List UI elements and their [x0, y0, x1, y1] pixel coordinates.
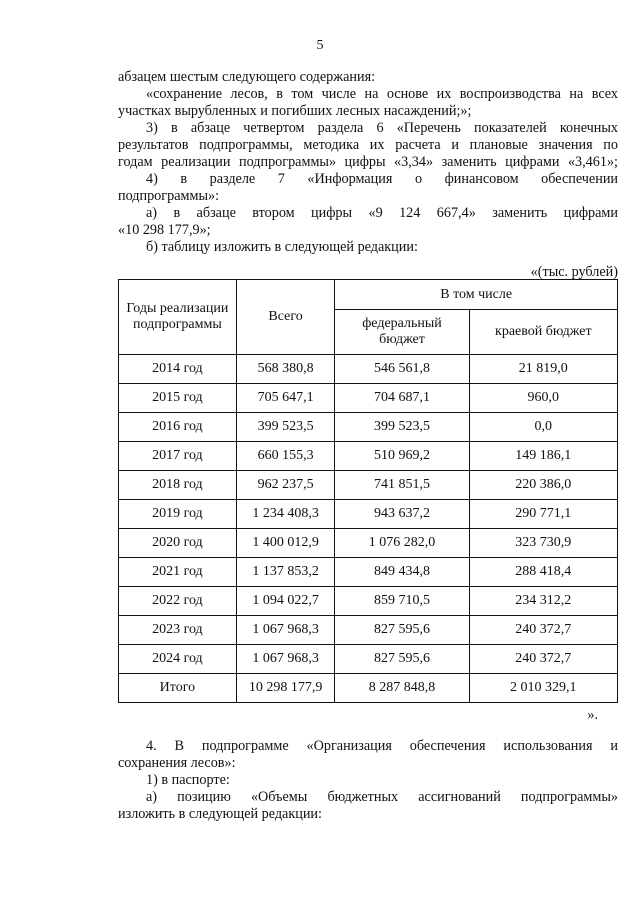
cell-year: 2023 год — [119, 616, 237, 645]
intro-text — [118, 69, 618, 256]
cell-year: Итого — [119, 674, 237, 703]
cell-federal: 859 710,5 — [335, 587, 469, 616]
header-including: В том числе — [335, 280, 618, 310]
cell-year: 2017 год — [119, 442, 237, 471]
table-row — [119, 384, 618, 413]
table-row — [119, 674, 618, 703]
cell-regional: 960,0 — [469, 384, 617, 413]
item4-line: подпрограммы»: — [118, 188, 220, 204]
header-years: Годы реализации подпрограммы — [119, 280, 237, 355]
item3-line: годам реализации подпрограммы» цифры «3,34» заменить цифрами «3,461»; — [118, 154, 618, 170]
cell-year: 2015 год — [119, 384, 237, 413]
table-row — [119, 442, 618, 471]
table-body — [119, 355, 618, 703]
header-total: Всего — [236, 280, 335, 355]
cell-regional: 149 186,1 — [469, 442, 617, 471]
cell-federal: 399 523,5 — [335, 413, 469, 442]
cell-federal: 1 076 282,0 — [335, 529, 469, 558]
cell-total: 399 523,5 — [236, 413, 335, 442]
cell-regional: 323 730,9 — [469, 529, 617, 558]
section4-line: 4. В подпрограмме «Организация обеспечения использования и — [146, 738, 618, 754]
table-row — [119, 413, 618, 442]
cell-federal: 741 851,5 — [335, 471, 469, 500]
cell-total: 660 155,3 — [236, 442, 335, 471]
header-regional: краевой бюджет — [469, 310, 617, 355]
cell-total: 1 094 022,7 — [236, 587, 335, 616]
table-row — [119, 616, 618, 645]
item4a-line: «10 298 177,9»; — [118, 222, 211, 238]
closing-quote: ». — [587, 707, 598, 723]
item3-line: 3) в абзаце четвертом раздела 6 «Перечень показателей конечных — [146, 120, 618, 136]
itema-line: изложить в следующей редакции: — [118, 806, 322, 822]
cell-regional: 234 312,2 — [469, 587, 617, 616]
table-row — [119, 587, 618, 616]
section4-line: сохранения лесов»: — [118, 755, 236, 771]
cell-total: 1 400 012,9 — [236, 529, 335, 558]
cell-federal: 827 595,6 — [335, 616, 469, 645]
cell-year: 2016 год — [119, 413, 237, 442]
header-federal: федеральный бюджет — [335, 310, 469, 355]
cell-federal: 546 561,8 — [335, 355, 469, 384]
item4b-line: б) таблицу изложить в следующей редакции: — [146, 239, 418, 255]
table-row — [119, 471, 618, 500]
cell-federal: 8 287 848,8 — [335, 674, 469, 703]
cell-total: 10 298 177,9 — [236, 674, 335, 703]
cell-regional: 240 372,7 — [469, 616, 617, 645]
cell-federal: 510 969,2 — [335, 442, 469, 471]
table-row — [119, 500, 618, 529]
item4a-line: а) в абзаце втором цифры «9 124 667,4» заменить цифрами — [146, 205, 618, 221]
itema-line: а) позицию «Объемы бюджетных ассигнований подпрограммы» — [146, 789, 618, 805]
item3-line: результатов подпрограммы, методика их расчета и плановые значения по — [118, 137, 618, 153]
page-number: 5 — [316, 38, 324, 53]
cell-total: 705 647,1 — [236, 384, 335, 413]
table-row — [119, 558, 618, 587]
outro-text — [118, 738, 618, 823]
table-row — [119, 355, 618, 384]
intro-line: абзацем шестым следующего содержания: — [118, 69, 376, 85]
cell-year: 2022 год — [119, 587, 237, 616]
cell-year: 2024 год — [119, 645, 237, 674]
cell-year: 2018 год — [119, 471, 237, 500]
cell-federal: 849 434,8 — [335, 558, 469, 587]
budget-table — [118, 279, 618, 703]
cell-total: 1 067 968,3 — [236, 616, 335, 645]
table-row — [119, 645, 618, 674]
cell-total: 1 067 968,3 — [236, 645, 335, 674]
cell-year: 2021 год — [119, 558, 237, 587]
quote-line: участках вырубленных и погибших лесных насаждений;»; — [118, 103, 472, 119]
cell-year: 2020 год — [119, 529, 237, 558]
cell-year: 2014 год — [119, 355, 237, 384]
item1-line: 1) в паспорте: — [146, 772, 230, 788]
cell-regional: 2 010 329,1 — [469, 674, 617, 703]
item4-line: 4) в разделе 7 «Информация о финансовом обеспечении — [146, 171, 618, 187]
cell-total: 1 234 408,3 — [236, 500, 335, 529]
cell-regional: 290 771,1 — [469, 500, 617, 529]
cell-regional: 21 819,0 — [469, 355, 617, 384]
cell-year: 2019 год — [119, 500, 237, 529]
units-label: «(тыс. рублей) — [530, 264, 618, 280]
cell-total: 962 237,5 — [236, 471, 335, 500]
cell-regional: 240 372,7 — [469, 645, 617, 674]
cell-regional: 220 386,0 — [469, 471, 617, 500]
cell-federal: 827 595,6 — [335, 645, 469, 674]
cell-regional: 0,0 — [469, 413, 617, 442]
cell-federal: 704 687,1 — [335, 384, 469, 413]
cell-regional: 288 418,4 — [469, 558, 617, 587]
quote-line: «сохранение лесов, в том числе на основе их воспроизводства на всех — [146, 86, 618, 102]
cell-total: 568 380,8 — [236, 355, 335, 384]
table-row — [119, 529, 618, 558]
cell-federal: 943 637,2 — [335, 500, 469, 529]
cell-total: 1 137 853,2 — [236, 558, 335, 587]
